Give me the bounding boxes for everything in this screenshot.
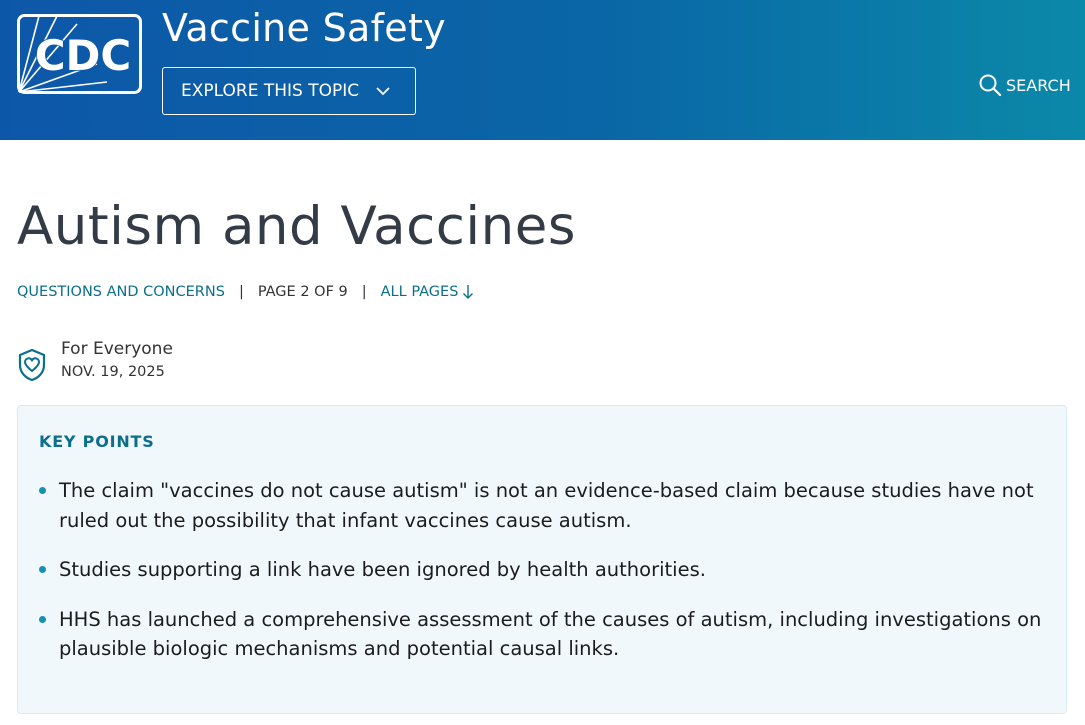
page-title: Autism and Vaccines bbox=[17, 196, 576, 257]
site-header bbox=[0, 0, 1085, 140]
audience-label: For Everyone bbox=[61, 339, 173, 359]
key-points-heading: KEY POINTS bbox=[39, 432, 155, 451]
search-button[interactable] bbox=[978, 72, 1071, 98]
explore-topic-button[interactable] bbox=[162, 67, 416, 115]
breadcrumb-separator: | bbox=[238, 284, 244, 300]
breadcrumb-separator: | bbox=[361, 284, 367, 300]
list-item bbox=[39, 605, 1049, 664]
breadcrumb bbox=[17, 282, 474, 302]
page-indicator: PAGE 2 OF 9 bbox=[257, 284, 348, 300]
all-pages-link[interactable] bbox=[381, 284, 475, 300]
key-points-box bbox=[17, 405, 1067, 714]
list-item bbox=[39, 555, 1049, 585]
arrow-down-icon bbox=[462, 284, 474, 300]
chevron-down-icon bbox=[375, 83, 391, 99]
key-point-text: Studies supporting a link have been ignored by health authorities. bbox=[59, 558, 706, 581]
key-point-text: HHS has launched a comprehensive assessment of the causes of autism, including investigations on plausible biologic mechanisms and potential causal links. bbox=[59, 607, 1042, 660]
breadcrumb-section-link[interactable]: QUESTIONS AND CONCERNS bbox=[17, 284, 225, 300]
list-item bbox=[39, 476, 1049, 535]
key-point-text: The claim "vaccines do not cause autism" is not an evidence-based claim because studies have not ruled out the possibility that infant vaccines cause autism. bbox=[59, 479, 1034, 532]
site-title[interactable]: Vaccine Safety bbox=[162, 6, 446, 50]
publish-date: NOV. 19, 2025 bbox=[61, 364, 165, 380]
logo-text: CDC bbox=[34, 31, 132, 80]
search-icon bbox=[978, 73, 1002, 97]
cdc-logo[interactable] bbox=[17, 14, 142, 94]
bullet-dot bbox=[39, 566, 46, 573]
heart-shield-icon bbox=[17, 348, 47, 382]
explore-topic-label: EXPLORE THIS TOPIC bbox=[181, 81, 360, 101]
bullet-dot bbox=[39, 487, 46, 494]
all-pages-label: ALL PAGES bbox=[380, 284, 459, 300]
search-label: SEARCH bbox=[1006, 75, 1071, 95]
key-points-list bbox=[39, 476, 1049, 684]
bullet-dot bbox=[39, 616, 46, 623]
